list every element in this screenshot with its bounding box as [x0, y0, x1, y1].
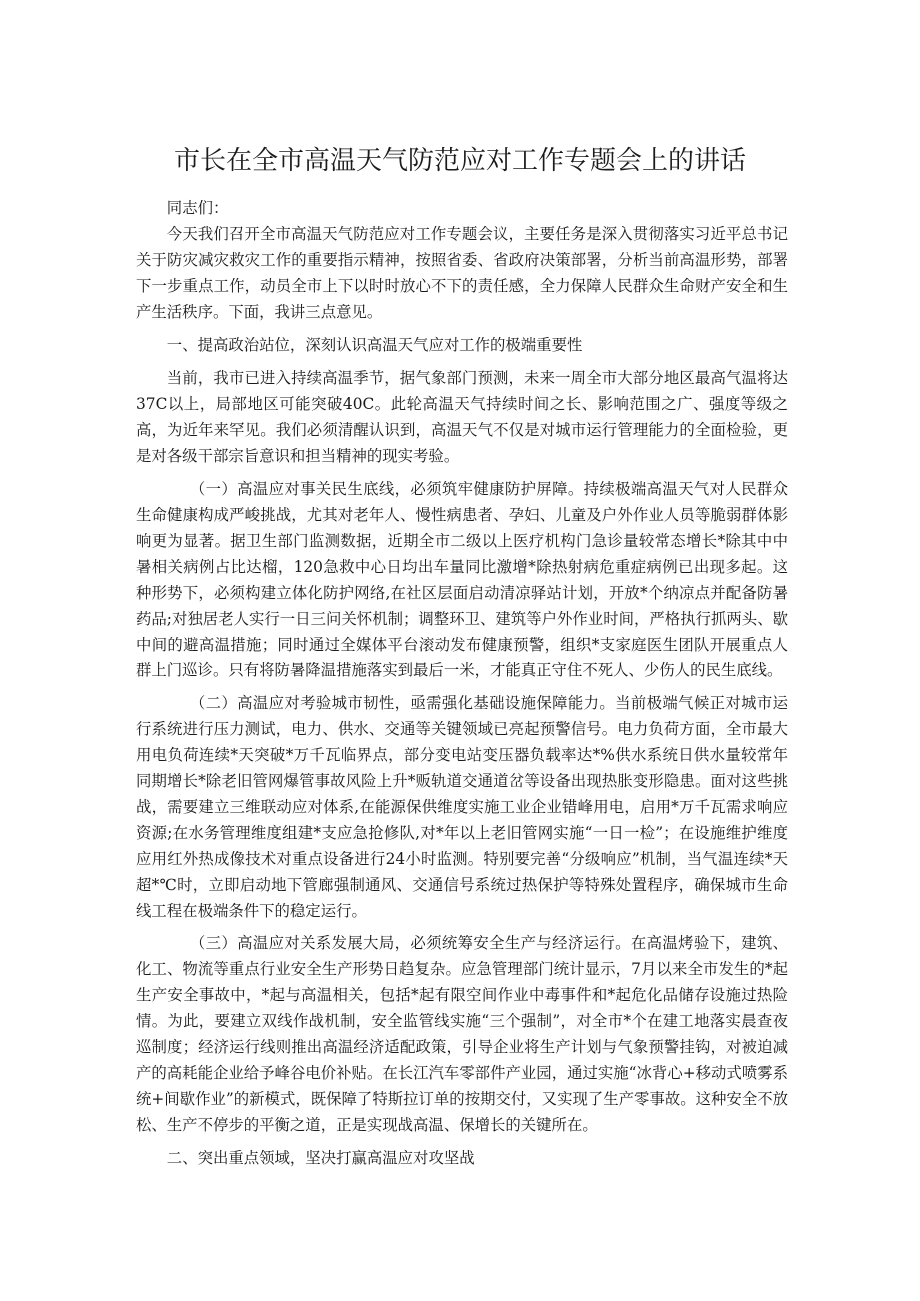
section-1-paragraph: 当前，我市已进入持续高温季节，据气象部门预测，未来一周全市大部分地区最高气温将达37C以上，局部地区可能突破40C。此轮高温天气持续时间之长、影响范围之广、强度等级之高，为近年来罕见。我们必须清醒认识到，高温天气不仅是对城市运行管理能力的全面检验，更是对各级干部宗旨意识和担当精神的现实考验。 [136, 369, 788, 466]
document-body [136, 196, 788, 1180]
subsection-2-paragraph: （二）高温应对考验城市韧性，亟需强化基础设施保障能力。当前极端气候正对城市运行系统进行压力测试，电力、供水、交通等关键领域已亮起预警信号。电力负荷方面，全市最大用电负荷连续*天突破*万千瓦临界点，部分变电站变压器负载率达*%供水系统日供水量较常年同期增长*除老旧管网爆管事故风险上升*贩轨道交通道岔等设备出现热胀变形隐患。面对这些挑战，需要建立三维联动应对体系,在能源保供维度实施工业企业错峰用电，启用*万千瓦需求响应资源;在水务管理维度组建*支应急抢修队,对*年以上老旧管网实施“一日一检”；在设施维护维度应用红外热成像技术对重点设备进行24小时监测。特别要完善“分级响应”机制，当气温连续*天超*℃时，立即启动地下管廊强制通风、交通信号系统过热保护等特殊处置程序，确保城市生命线工程在极端条件下的稳定运行。 [136, 694, 788, 920]
document-title: 市长在全市高温天气防范应对工作专题会上的讲话 [173, 146, 746, 176]
section-heading-1: 一、提高政治站位，深刻认识高温天气应对工作的极端重要性 [166, 335, 583, 354]
subsection-1-paragraph: （一）高温应对事关民生底线，必须筑牢健康防护屏障。持续极端高温天气对人民群众生命健康构成严峻挑战，尤其对老年人、慢性病患者、孕妇、儿童及户外作业人员等脆弱群体影响更为显著。据卫生部门监测数据，近期全市二级以上医疗机构门急诊量较常态增长*除其中中暑相关病例占比达榴，120急救中心日均出车量同比激增*除热射病危重症病例已出现多起。这种形势下，必须构建立体化防护网络,在社区层面启动清凉驿站计划，开放*个纳凉点并配备防暑药品;对独居老人实行一日三问关怀机制；调整环卫、建筑等户外作业时间，严格执行抓两头、歇中间的避高温措施；同时通过全媒体平台滚动发布健康预警，组织*支家庭医生团队开展重点人群上门巡诊。只有将防暑降温措施落实到最后一米，才能真正守住不死人、少伤人的民生底线。 [136, 480, 788, 680]
intro-paragraph: 今天我们召开全市高温天气防范应对工作专题会议，主要任务是深入贯彻落实习近平总书记关于防灾减灾救灾工作的重要指示精神，按照省委、省政府决策部署，分析当前高温形势，部署下一步重点工作，动员全市上下以时时放心不下的责任感，全力保障人民群众生命财产安全和生产生活秩序。下面，我讲三点意见。 [136, 224, 788, 321]
salutation: 同志们： [166, 199, 229, 217]
subsection-3-paragraph: （三）高温应对关系发展大局，必须统筹安全生产与经济运行。在高温烤验下，建筑、化工、物流等重点行业安全生产形势日趋复杂。应急管理部门统计显示，7月以来全市发生的*起生产安全事故中，*起与高温相关，包括*起有限空间作业中毒事件和*起危化品储存设施过热险情。为此，要建立双线作战机制，安全监管线实施“三个强制”，对全市*个在建工地落实晨查夜巡制度；经济运行线则推出高温经济适配政策，引导企业将生产计划与气象预警挂钩，对被迫减产的高耗能企业给予峰谷电价补贴。在长江汽车零部件产业园，通过实施“冰背心+移动式喷雾系统+间歇作业”的新模式，既保障了特斯拉订单的按期交付，又实现了生产零事故。这种安全不放松、生产不停步的平衡之道，正是实现战高温、保增长的关键所在。 [136, 934, 788, 1134]
section-heading-2: 二、突出重点领域，坚决打赢高温应对攻坚战 [166, 1148, 475, 1167]
